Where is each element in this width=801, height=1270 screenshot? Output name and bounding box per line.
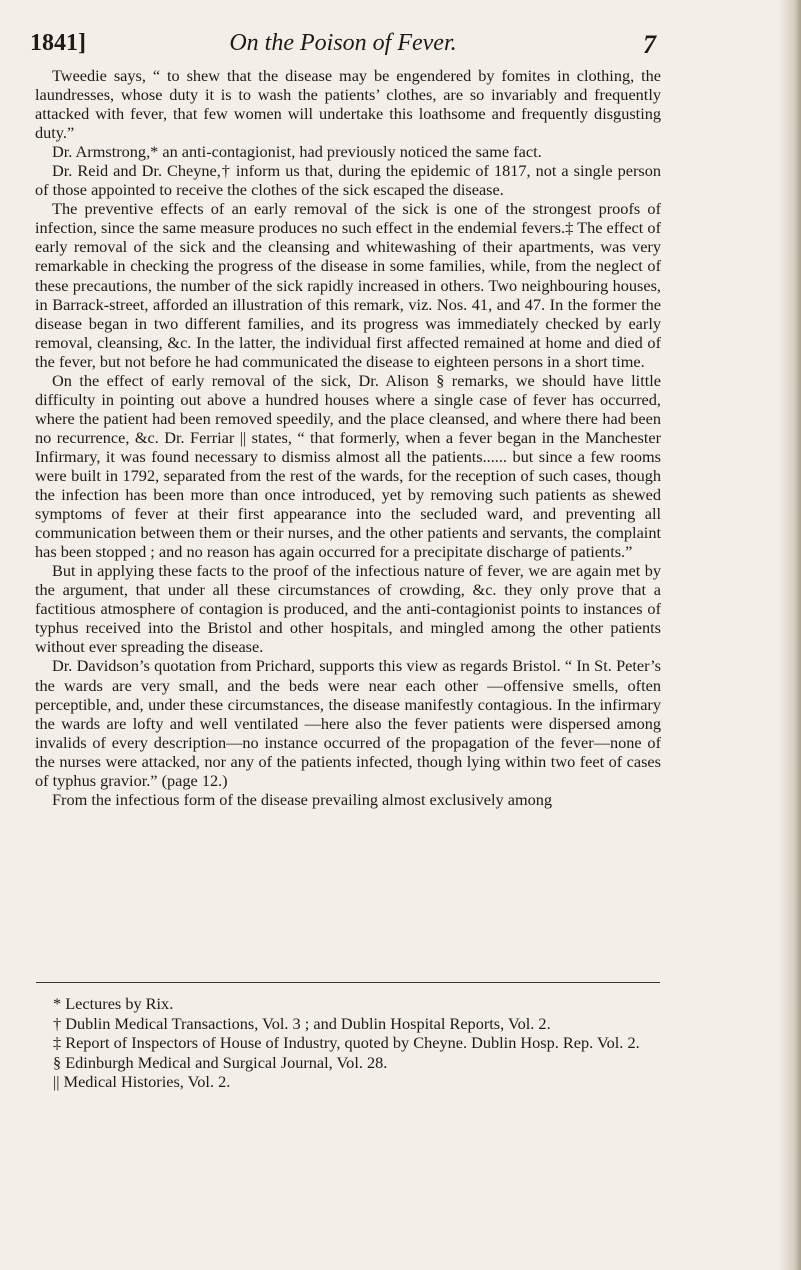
footnote: † Dublin Medical Transactions, Vol. 3 ; and Dublin Hospital Reports, Vol. 2.	[53, 1013, 551, 1033]
footnote: ‡ Report of Inspectors of House of Industry, quoted by Cheyne. Dublin Hosp. Rep. Vol. 2.	[53, 1033, 640, 1052]
paragraph: But in applying these facts to the proof of the infectious nature of fever, we are again met by the argument, that under all these circumstances of crowding, &c. they only prove that a factitious atmosphere of contagion is produced, and the anti-contagionist points to instances of typhus received into the Bristol and other hospitals, and mingled among the other patients without ever spreading the disease.	[35, 561, 661, 657]
paragraph: Dr. Armstrong,* an anti-contagionist, had previously noticed the same fact.	[52, 142, 542, 162]
paragraph: From the infectious form of the disease prevailing almost exclusively among	[52, 789, 553, 809]
paragraph: The preventive effects of an early removal of the sick is one of the strongest proofs of infection, since the same measure produces no such effect in the endemial fevers.‡ The effect of early removal of the sick and the cleansing and whitewashing of their apartments, was very remarkable in checking the progress of the disease in some families, while, from the neglect of these precautions, the number of the sick rapidly increased in others. Two neighbouring houses, in Barrack-street, afforded an illustration of this remark, viz. Nos. 41, and 47. In the former the disease began in two different families, and its progress was immediately checked by early removal, cleansing, &c. In the latter, the individual first affected remained at home and died of the fever, but not before he had communicated the disease to eighteen persons in a short time.	[35, 199, 661, 371]
footnotes	[36, 994, 660, 1092]
header-title: On the Poison of Fever.	[229, 30, 457, 56]
paragraph: Dr. Reid and Dr. Cheyne,† inform us that, during the epidemic of 1817, not a single person of those appointed to receive the clothes of the sick escaped the disease.	[35, 161, 661, 200]
footnote: || Medical Histories, Vol. 2.	[53, 1072, 231, 1091]
page-edge-shadow	[779, 0, 801, 1270]
paragraph: Tweedie says, “ to shew that the disease may be engendered by fomites in clothing, the laundresses, whose duty it is to wash the patients’ clothes, are so invariably and frequently attacked with fever, that few women will undertake this loathsome and frequently disgusting duty.”	[35, 66, 661, 143]
running-header	[30, 30, 656, 66]
header-year: 1841]	[30, 30, 86, 56]
paragraph: Dr. Davidson’s quotation from Prichard, supports this view as regards Bristol. “ In St. Peter’s the wards are very small, and the beds were near each other —offensive smells, often perceptible, and, under these circumstances, the disease manifestly contagious. In the infirmary the wards are lofty and well ventilated —here also the fever patients were dispersed among invalids of every description—no instance occurred of the propagation of the fever—none of the nurses were attacked, nor any of the patients infected, though lying within two feet of cases of typhus gravior.” (page 12.)	[35, 656, 661, 790]
body-text	[35, 66, 661, 809]
footnote: § Edinburgh Medical and Surgical Journal, Vol. 28.	[53, 1052, 388, 1072]
footnote: * Lectures by Rix.	[53, 994, 174, 1013]
paragraph: On the effect of early removal of the sick, Dr. Alison § remarks, we should have little difficulty in pointing out above a hundred houses where a single case of fever has occurred, where the patient had been removed speedily, and the place cleansed, and where there had been no recurrence, &c. Dr. Ferriar || states, “ that formerly, when a fever began in the Manchester Infirmary, it was found necessary to dismiss almost all the patients...... but since a few rooms were built in 1792, separated from the rest of the wards, for the reception of such cases, though the infection has been more than once introduced, yet by removing such patients as shewed symptoms of fever at their first appearance into the secluded ward, and preventing all communication between them or their nurses, and the other patients and servants, the complaint has been stopped ; and no reason has again occurred for a precipitate discharge of patients.”	[35, 370, 661, 562]
footnote-divider	[36, 982, 660, 983]
page-number: 7	[643, 30, 656, 59]
